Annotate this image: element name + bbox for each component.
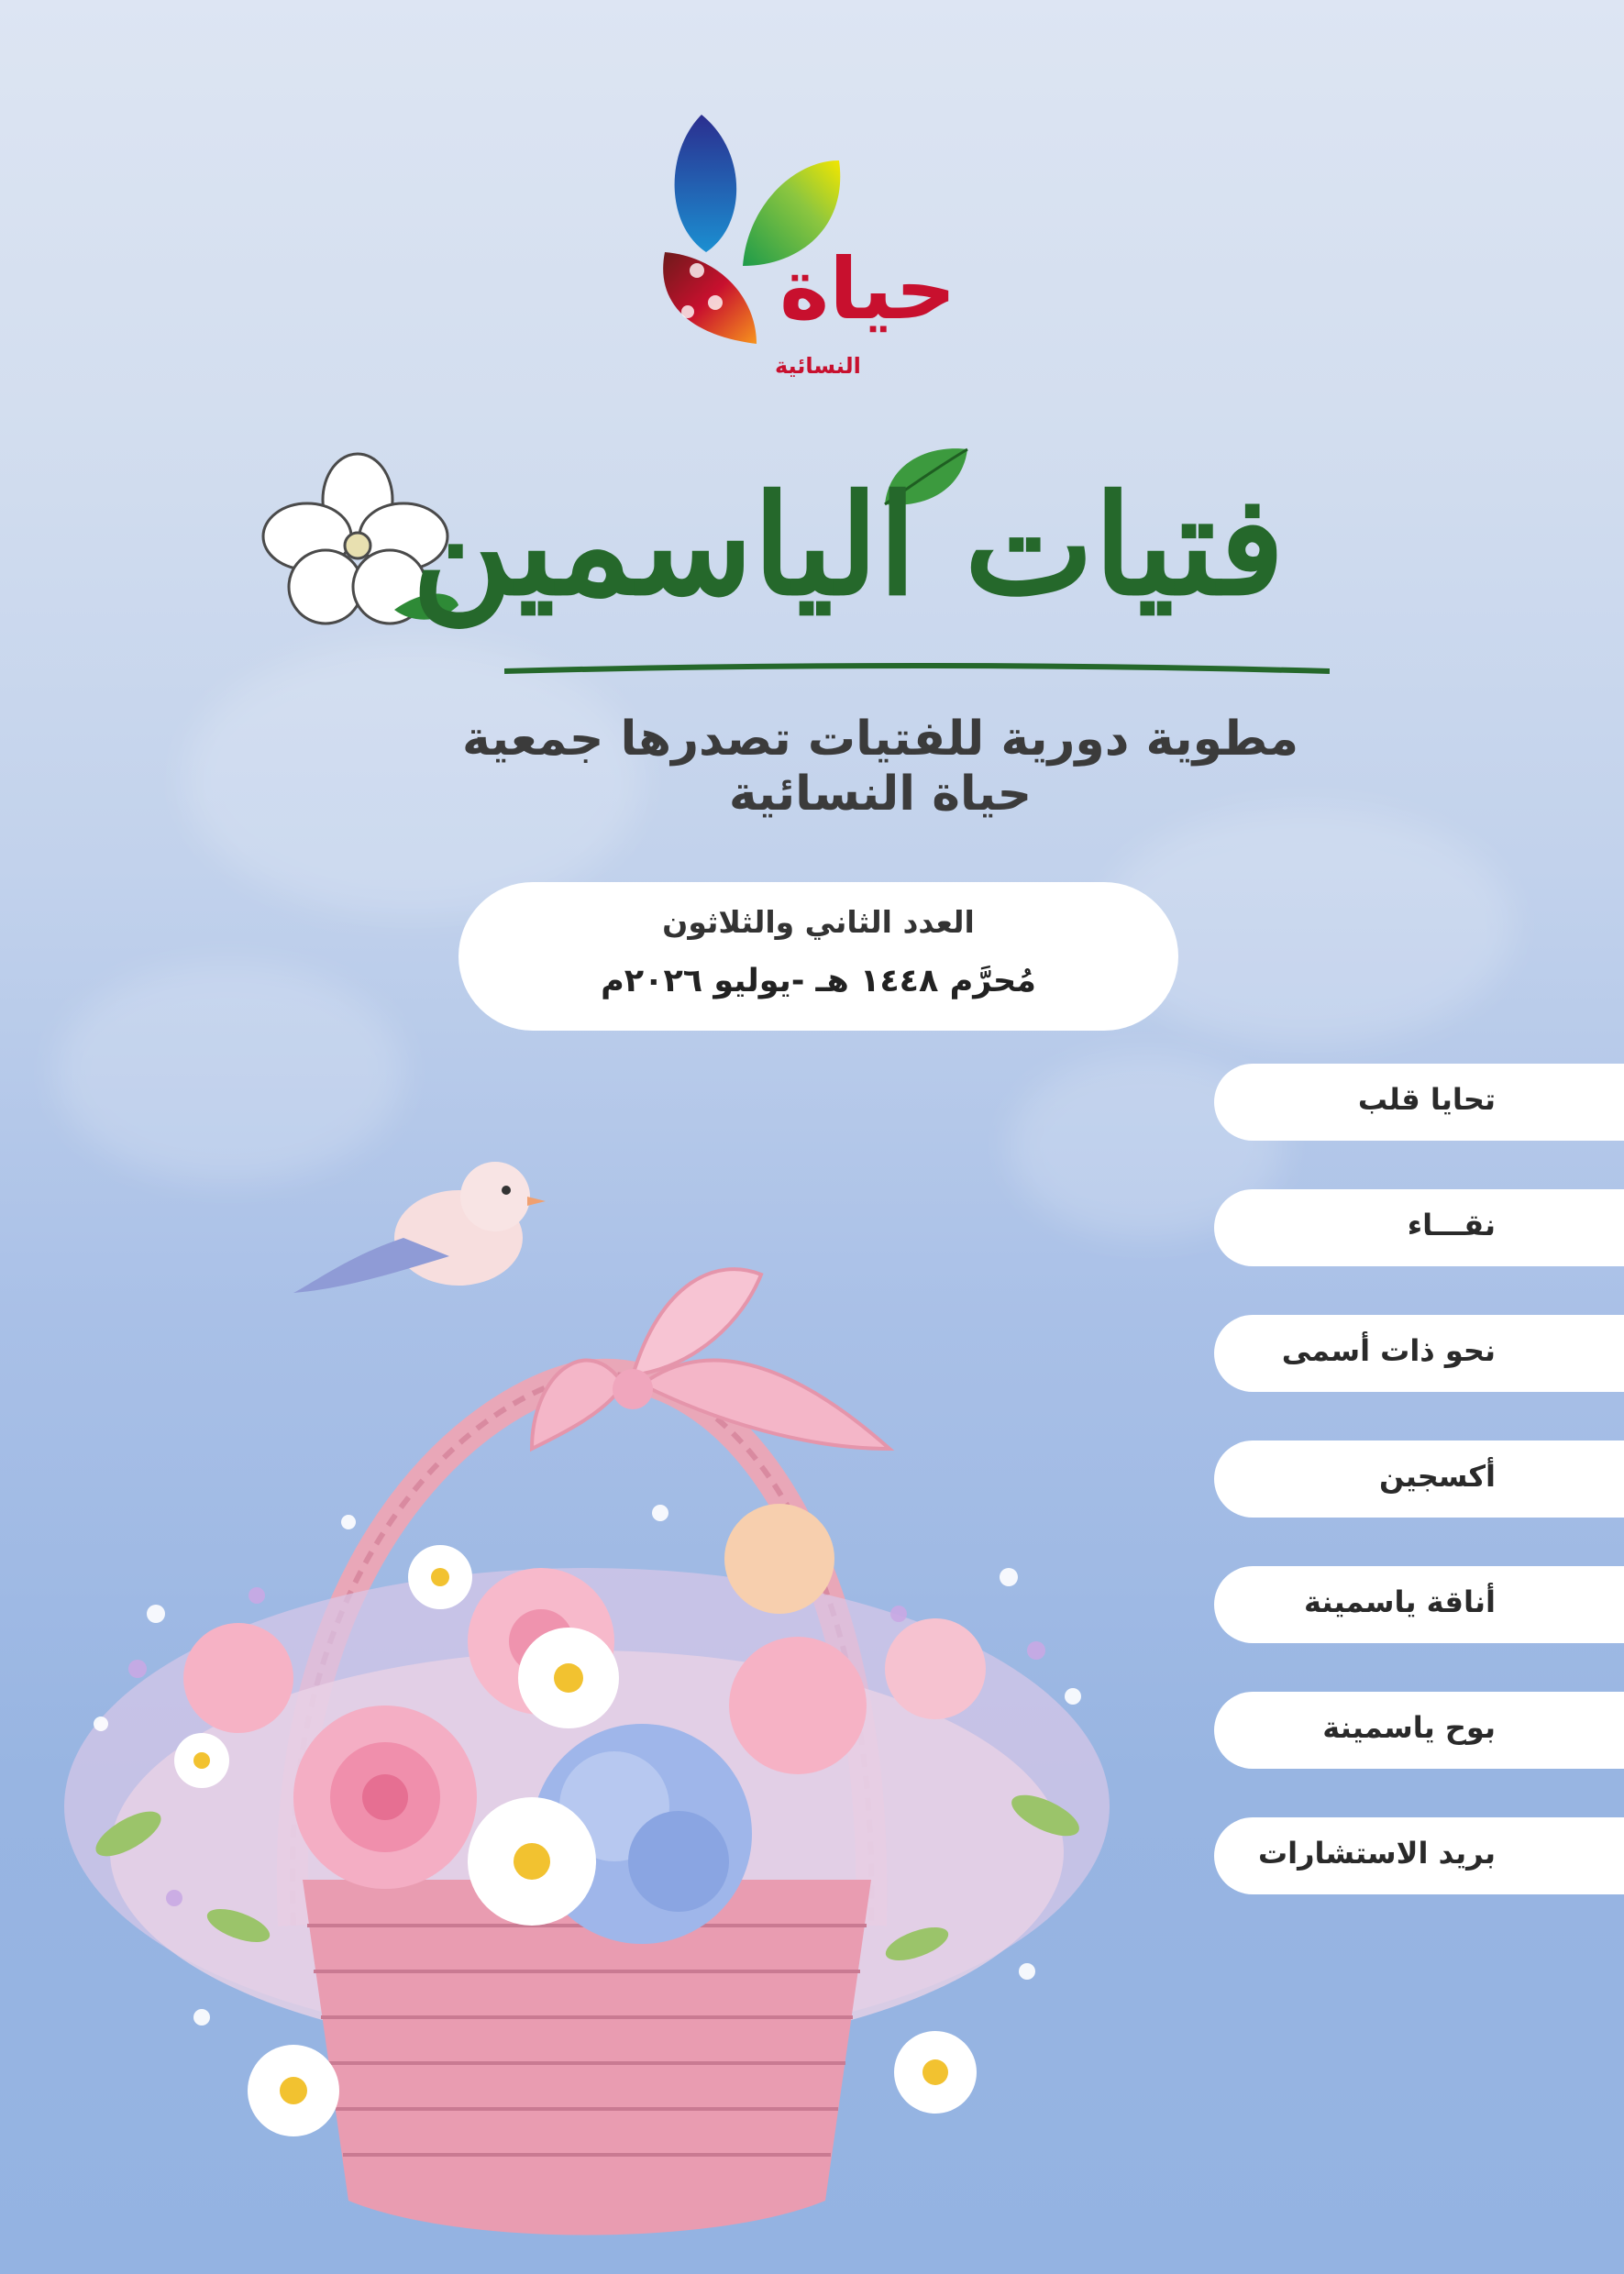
magazine-subtitle: مطوية دورية للفتيات تصدرها جمعية حياة النسائية bbox=[461, 712, 1299, 822]
title-underline bbox=[504, 662, 1330, 677]
magazine-title: فتيات الياسمين bbox=[412, 465, 1285, 626]
toc-item-nahw-dhat-asma[interactable]: نحو ذات أسمى bbox=[1214, 1315, 1624, 1392]
issue-info-box bbox=[458, 882, 1178, 1031]
toc-item-oxygen[interactable]: أكسجين bbox=[1214, 1441, 1624, 1518]
issue-date: مُحرَّم ١٤٤٨ هـ -يوليو ٢٠٢٦م bbox=[601, 963, 1036, 999]
flower-basket-illustration bbox=[18, 1100, 1155, 2274]
logo-subtitle: النسائية bbox=[775, 353, 861, 379]
toc-item-tahaya-qalb[interactable]: تحايا قلب bbox=[1214, 1064, 1624, 1141]
issue-number: العدد الثاني والثلاثون bbox=[662, 904, 975, 940]
toc-item-naqaa[interactable]: نقـــاء bbox=[1214, 1189, 1624, 1266]
toc-item-bawh-yasmina[interactable]: بوح ياسمينة bbox=[1214, 1692, 1624, 1769]
toc-item-barid-alistisharat[interactable]: بريد الاستشارات bbox=[1214, 1817, 1624, 1894]
logo-name: حياة bbox=[779, 240, 956, 338]
toc-item-anaqa-yasmina[interactable]: أناقة ياسمينة bbox=[1214, 1566, 1624, 1643]
